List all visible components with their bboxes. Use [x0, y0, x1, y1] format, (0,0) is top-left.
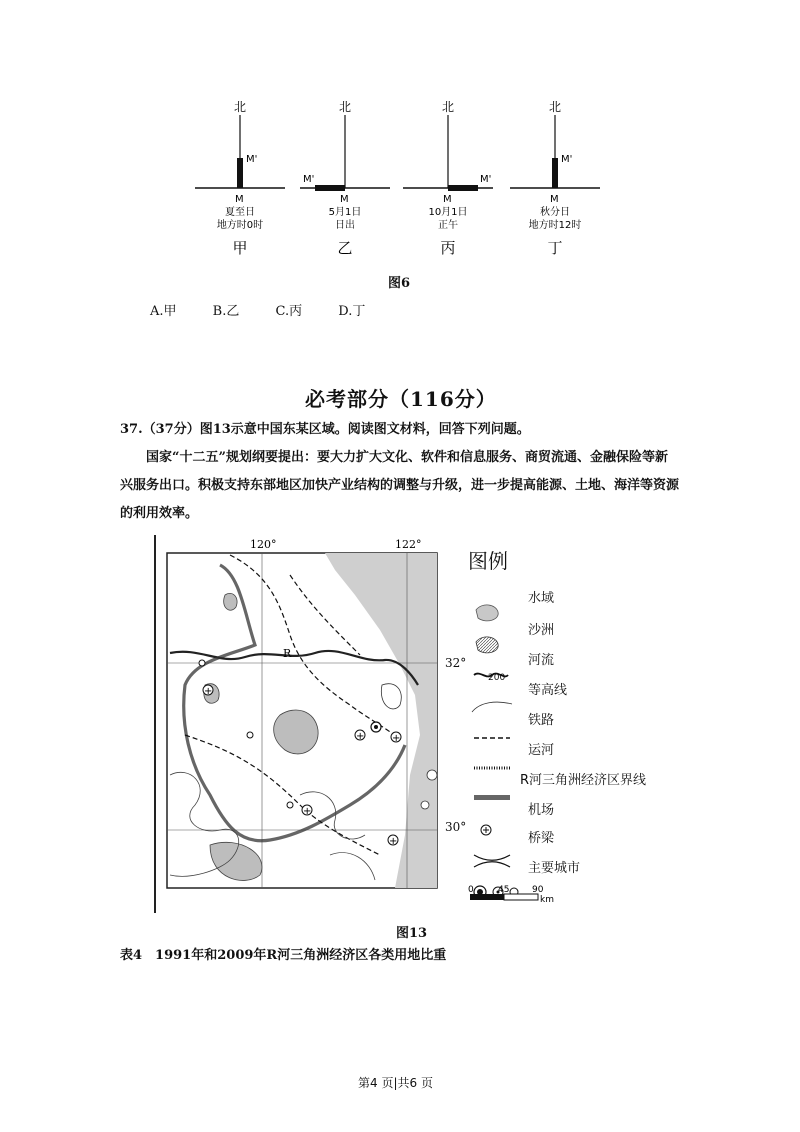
figure-13-caption: 图13	[396, 926, 428, 941]
lake-2	[224, 593, 237, 610]
legend-canal-label: 运河	[528, 743, 555, 758]
airport-icon	[481, 825, 491, 835]
scale-bar-svg	[468, 880, 588, 910]
m-prime-label: M'	[246, 154, 258, 165]
legend-railway-label: 铁路	[528, 713, 555, 728]
scale-45: 45	[498, 885, 510, 895]
north-label: 北	[442, 100, 455, 114]
boundary-icon	[474, 795, 510, 800]
legend-title: 图例	[468, 549, 508, 573]
svg-text:+: +	[389, 836, 398, 847]
bridge-icon	[474, 855, 510, 867]
shadow-bar	[448, 185, 478, 191]
svg-text:+: +	[204, 686, 213, 697]
legend-contour-label: 等高线	[528, 683, 568, 698]
legend-city-label: 主要城市	[528, 861, 581, 876]
legend-boundary-label: R河三角洲经济区界线	[520, 773, 647, 788]
lat-label-32: 32°	[445, 656, 467, 670]
choice-a: A.甲	[150, 304, 177, 319]
m-label: M	[550, 194, 559, 205]
m-prime-label: M'	[561, 154, 573, 165]
river-label: R	[283, 647, 292, 660]
legend-sandbar-label: 沙洲	[528, 623, 555, 638]
scale-unit: km	[540, 895, 554, 905]
svg-text:+: +	[392, 733, 401, 744]
choice-d: D.丁	[338, 304, 366, 319]
shadow-bar	[552, 158, 558, 188]
shadow-bar	[315, 185, 345, 191]
diagram-date: 夏至日	[225, 207, 255, 218]
north-label: 北	[234, 100, 247, 114]
north-label: 北	[549, 100, 562, 114]
map-svg	[150, 535, 450, 915]
diagram-time: 正午	[438, 220, 458, 231]
figure-6-svg	[190, 95, 620, 265]
svg-text:+: +	[303, 806, 312, 817]
m-label: M	[235, 194, 244, 205]
water-icon	[476, 605, 498, 621]
legend-water-label: 水域	[528, 591, 555, 606]
diagram-time: 日出	[335, 220, 355, 231]
diagram-label: 丙	[440, 239, 456, 257]
figure-6-caption: 图6	[388, 276, 411, 291]
lat-label-30: 30°	[445, 820, 467, 834]
map-figure-13	[150, 535, 450, 915]
scale-90: 90	[532, 885, 544, 895]
m-prime-label: M'	[480, 174, 492, 185]
question-paragraph	[120, 444, 680, 528]
island-2	[421, 801, 429, 809]
paragraph-text: 国家“十二五”规划纲要提出：要大力扩大文化、软件和信息服务、商贸流通、金融保险等新兴服务出口。积极支持东部地区加快产业结构的调整与升级，进一步提高能源、土地、海洋等资源的利用效率。	[120, 450, 680, 521]
scale-0: 0	[468, 885, 474, 895]
scale-bar	[468, 880, 588, 910]
diagram-label: 甲	[232, 239, 248, 257]
choice-c: C.丙	[275, 304, 303, 319]
diagram-time: 地方时12时	[528, 220, 582, 231]
page-footer: 第4 页|共6 页	[358, 1076, 433, 1090]
island-1	[427, 770, 437, 780]
diagram-date: 秋分日	[540, 207, 570, 218]
north-label: 北	[339, 100, 352, 114]
answer-choices	[150, 300, 397, 319]
section-title: 必考部分（116分）	[305, 387, 497, 411]
m-label: M	[443, 194, 452, 205]
m-prime-label: M'	[303, 174, 315, 185]
sandbar-icon	[476, 637, 498, 653]
diagram-time: 地方时0时	[216, 220, 264, 231]
diagram-date: 5月1日	[328, 207, 362, 218]
diagram-label: 丁	[547, 239, 563, 257]
choice-b: B.乙	[212, 304, 240, 319]
legend-airport-label: 机场	[528, 803, 555, 818]
contour-icon	[472, 702, 512, 712]
diagram-date: 10月1日	[428, 207, 468, 218]
lon-label-120: 120°	[250, 538, 277, 551]
shadow-bar	[237, 158, 243, 188]
figure-6	[190, 95, 620, 265]
svg-text:+: +	[356, 731, 365, 742]
legend	[468, 545, 668, 910]
legend-contour-value: 200	[488, 673, 506, 683]
m-label: M	[340, 194, 349, 205]
question-number: 37.（37分）图13示意中国东某区域。阅读图文材料，回答下列问题。	[120, 422, 530, 437]
lon-label-122: 122°	[395, 538, 422, 551]
diagram-label: 乙	[337, 239, 353, 257]
table-4-caption: 表4 1991年和2009年R河三角洲经济区各类用地比重	[120, 948, 447, 963]
legend-bridge-label: 桥梁	[528, 831, 555, 846]
legend-river-label: 河流	[528, 653, 555, 668]
